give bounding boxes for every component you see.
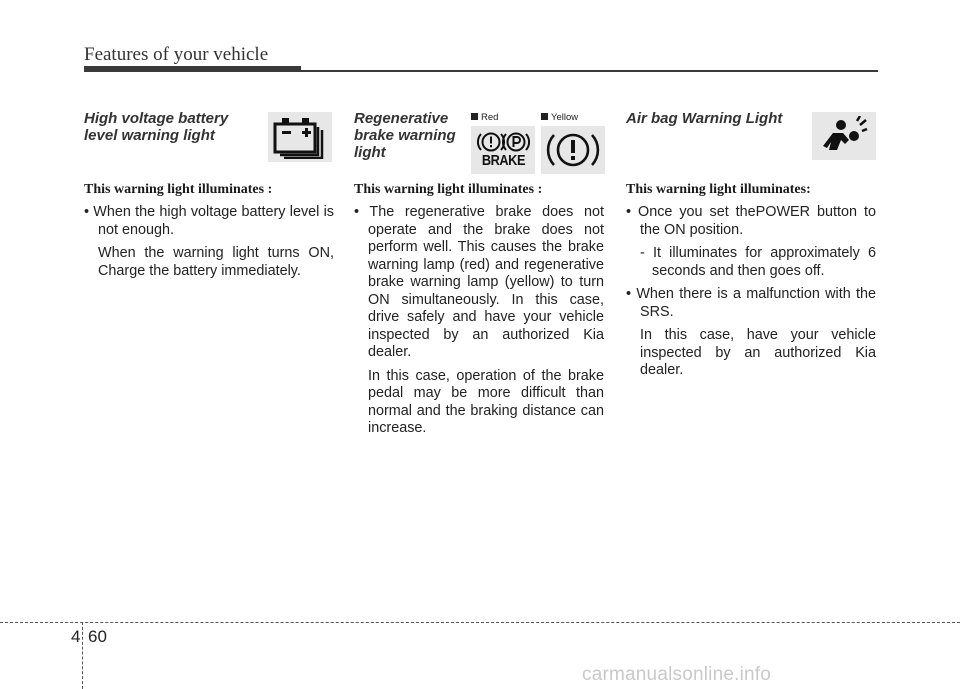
- lead-text: This warning light illuminates :: [354, 182, 543, 197]
- lead-text: This warning light illuminates:: [626, 182, 811, 197]
- chapter-number: 4: [71, 627, 81, 646]
- bullet-item: • When the high voltage battery level is not enough.: [84, 204, 334, 238]
- airbag-icon: [819, 116, 869, 156]
- page-number: 60: [88, 627, 107, 646]
- footer-rule: [0, 622, 960, 623]
- exclamation-circle-icon: [545, 129, 601, 171]
- brake-warning-icon: [476, 131, 530, 153]
- legend-red: Red: [471, 112, 498, 123]
- sub-item: - It illuminates for approximately 6 seconds and then goes off.: [640, 245, 876, 279]
- airbag-icon-box: [812, 112, 876, 160]
- body-paragraph: In this case, operation of the brake pedal may be more difficult than normal and the braking distance can increase.: [368, 367, 604, 436]
- legend-square-icon: [541, 113, 548, 120]
- lead-text: This warning light illuminates :: [84, 182, 273, 197]
- header-rule-thin: [84, 70, 878, 72]
- brake-label: BRAKE: [481, 152, 525, 169]
- section-heading: High voltage battery level warning light: [84, 110, 229, 144]
- body-paragraph: When the warning light turns ON, Charge the battery immediately.: [98, 245, 334, 279]
- body-paragraph: In this case, have your vehicle inspected by an authorized Kia dealer.: [640, 327, 876, 378]
- battery-icon: [272, 115, 328, 159]
- bullet-item: • When there is a malfunction with the SRS.: [626, 286, 876, 320]
- watermark: carmanualsonline.info: [582, 664, 772, 685]
- header-title: Features of your vehicle: [84, 44, 269, 65]
- section-heading: Air bag Warning Light: [626, 110, 783, 127]
- bullet-item: • The regenerative brake does not operate and the brake does not perform well. This causes the brake warning lamp (red) and regenerative brake warning lamp (yellow) to turn ON simultaneously. In this case, drive safely and have your vehicle inspected by an authorized Kia dealer.: [354, 204, 604, 360]
- section-heading: Regenerative brake warning light: [354, 110, 456, 161]
- legend-square-icon: [471, 113, 478, 120]
- yellow-warning-icon-box: [541, 126, 605, 174]
- battery-icon-box: [268, 112, 332, 162]
- bullet-item: • Once you set thePOWER button to the ON position.: [626, 204, 876, 238]
- legend-yellow: Yellow: [541, 112, 578, 123]
- footer-divider: [82, 622, 83, 689]
- brake-icon-box: [471, 126, 535, 174]
